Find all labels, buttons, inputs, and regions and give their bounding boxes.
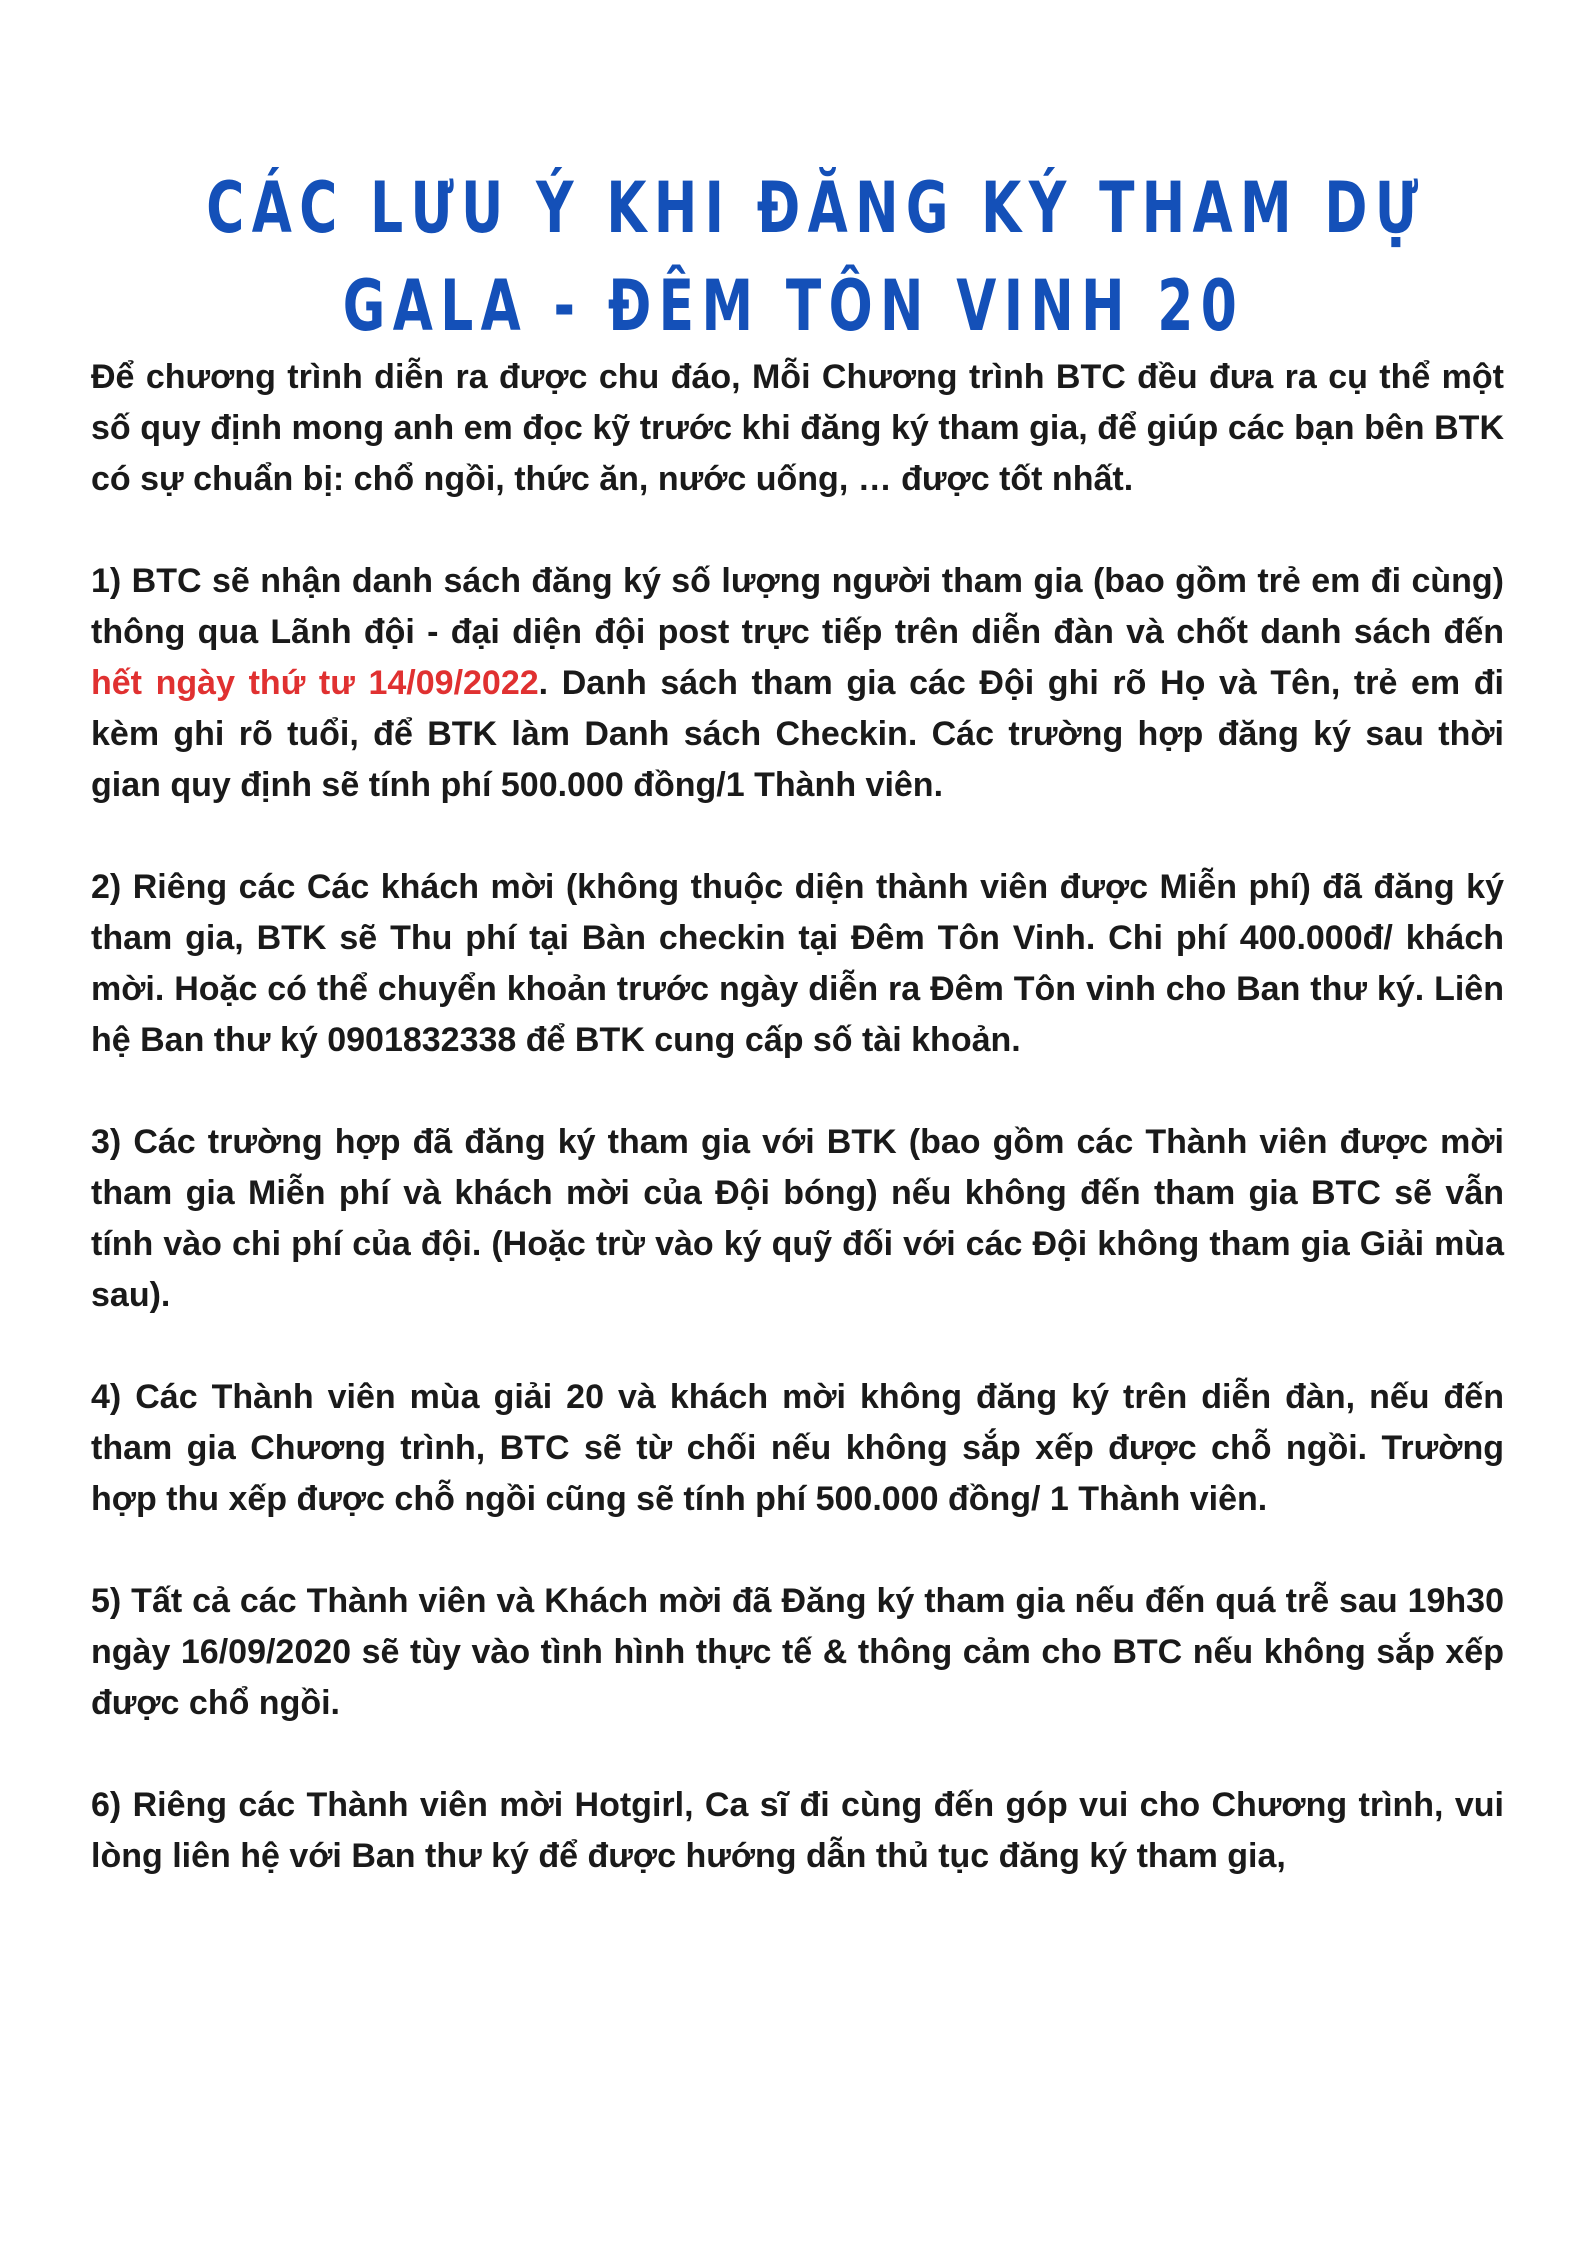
page-title [206, 159, 1426, 355]
document-body [91, 352, 1504, 1882]
rule-2-paragraph: 2) Riêng các Các khách mời (không thuộc diện thành viên được Miễn phí) đã đăng ký tham gia, BTK sẽ Thu phí tại Bàn checkin tại Đêm Tôn Vinh. Chi phí 400.000đ/ khách mời. Hoặc có thể chuyển khoản trước ngày diễn ra Đêm Tôn vinh cho Ban thư ký. Liên hệ Ban thư ký 0901832338 để BTK cung cấp số tài khoản. [91, 868, 1504, 1059]
rule-1-text-after: . Danh sách tham gia các Đội ghi rõ Họ và Tên, trẻ em đi kèm ghi rõ tuổi, để BTK làm Danh sách Checkin. Các trường hợp đăng ký sau thời gian quy định sẽ tính phí 500.000 đồng/1 Thành viên. [91, 664, 1504, 804]
title-line-1: CÁC LƯU Ý KHI ĐĂNG KÝ THAM DỰ [206, 166, 1426, 249]
rule-3-paragraph: 3) Các trường hợp đã đăng ký tham gia với BTK (bao gồm các Thành viên được mời tham gia Miễn phí và khách mời của Đội bóng) nếu không đến tham gia BTC sẽ vẫn tính vào chi phí của đội. (Hoặc trừ vào ký quỹ đối với các Đội không tham gia Giải mùa sau). [91, 1123, 1504, 1314]
intro-paragraph: Để chương trình diễn ra được chu đáo, Mỗi Chương trình BTC đều đưa ra cụ thể một số quy định mong anh em đọc kỹ trước khi đăng ký tham gia, để giúp các bạn bên BTK có sự chuẩn bị: chổ ngồi, thức ăn, nước uống, … được tốt nhất. [91, 358, 1504, 498]
rule-5-paragraph: 5) Tất cả các Thành viên và Khách mời đã Đăng ký tham gia nếu đến quá trễ sau 19h30 ngày 16/09/2020 sẽ tùy vào tình hình thực tế & thông cảm cho BTC nếu không sắp xếp được chổ ngồi. [91, 1582, 1504, 1722]
title-line-2: GALA - ĐÊM TÔN VINH 20 [342, 264, 1245, 347]
deadline-highlight: hết ngày thứ tư 14/09/2022 [91, 664, 539, 702]
rule-4-paragraph: 4) Các Thành viên mùa giải 20 và khách mời không đăng ký trên diễn đàn, nếu đến tham gia Chương trình, BTC sẽ từ chối nếu không sắp xếp được chỗ ngồi. Trường hợp thu xếp được chỗ ngồi cũng sẽ tính phí 500.000 đồng/ 1 Thành viên. [91, 1378, 1504, 1518]
rule-1-paragraph [91, 556, 1504, 811]
rule-1-text-before: 1) BTC sẽ nhận danh sách đăng ký số lượng người tham gia (bao gồm trẻ em đi cùng) thông qua Lãnh đội - đại diện đội post trực tiếp trên diễn đàn và chốt danh sách đến [91, 562, 1504, 651]
rule-6-paragraph: 6) Riêng các Thành viên mời Hotgirl, Ca sĩ đi cùng đến góp vui cho Chương trình, vui lòng liên hệ với Ban thư ký để được hướng dẫn thủ tục đăng ký tham gia, [91, 1786, 1504, 1875]
